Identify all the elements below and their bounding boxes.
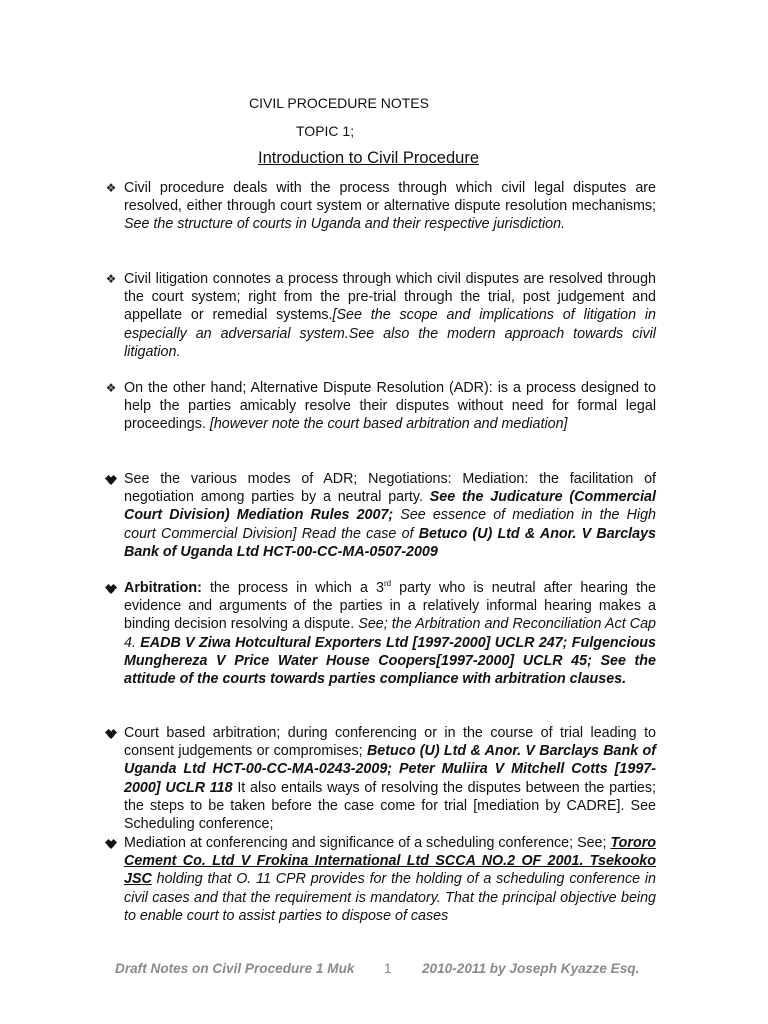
item-text: Court based arbitration; during conferencing or in the course of trial leading to consent judgements or compromises; bbox=[124, 725, 656, 760]
case-citation: EADB V Ziwa Hotcultural Exporters Ltd [1997-2000] UCLR 247; Fulgencious Munghereza V Price Water House Coopers[1997-2000] UCLR 45; See the attitude of the courts towards parties compliance with arbitration clauses. bbox=[124, 634, 656, 688]
list-item-6 bbox=[124, 724, 656, 833]
case-citation: Betuco (U) Ltd & Anor. V Barclays Bank of Uganda Ltd HCT-00-CC-MA-0243-2009; Peter Muliira V Mitchell Cotts [1997-2000] UCLR 118 bbox=[124, 743, 656, 796]
page-number: 1 bbox=[384, 961, 392, 976]
item-text: Civil procedure deals with the process through which civil legal disputes are resolved, either through court system or alternative dispute resolution mechanisms; bbox=[124, 180, 656, 215]
filled-diamond-bullet-icon bbox=[103, 470, 119, 488]
footer-left-text: Draft Notes on Civil Procedure 1 Muk bbox=[115, 961, 355, 976]
topic-heading: TOPIC 1; bbox=[296, 123, 355, 139]
ordinal-suffix: rd bbox=[383, 579, 392, 589]
list-item-4 bbox=[124, 470, 656, 561]
item-italic-note: See the structure of courts in Uganda and their respective jurisdiction. bbox=[124, 216, 566, 233]
diamond-bullet-icon: ❖ bbox=[105, 380, 117, 395]
item-text: party who is neutral after hearing the evidence and arguments of the parties in a relatively informal hearing makes a binding decision resolving a dispute. bbox=[124, 580, 656, 633]
case-citation: See the Judicature (Commercial Court Division) Mediation Rules 2007; bbox=[124, 489, 656, 524]
item-italic-note: holding that O. 11 CPR provides for the holding of a scheduling conference in civil cases and that the requirement is mandatory. That the principal objective being to enable court to assist parties to dispose of cases bbox=[124, 871, 656, 924]
filled-diamond-bullet-icon bbox=[103, 579, 119, 597]
list-item-1 bbox=[105, 179, 656, 234]
diamond-bullet-icon: ❖ bbox=[105, 271, 117, 286]
item-italic-note: [See the scope and implications of litigation in especially an adversarial system.See also the modern approach towards civil litigation. bbox=[124, 307, 657, 360]
case-citation: Betuco (U) Ltd & Anor. V Barclays Bank of Uganda Ltd HCT-00-CC-MA-0507-2009 bbox=[124, 525, 656, 560]
list-item-7 bbox=[124, 834, 656, 925]
list-item-2 bbox=[105, 270, 657, 361]
list-item-5 bbox=[124, 579, 656, 688]
item-text: It also entails ways of resolving the disputes between the parties; the steps to be taken before the case come for trial [mediation by CADRE]. See Scheduling conference; bbox=[124, 779, 656, 833]
case-citation: Tororo Cement Co. Ltd V Frokina International Ltd SCCA NO.2 OF 2001. Tsekooko JSC bbox=[124, 835, 656, 888]
item-italic-note: See essence of mediation in the High court Commercial Division] Read the case of bbox=[124, 507, 656, 542]
filled-diamond-bullet-icon bbox=[103, 724, 119, 742]
item-text: Mediation at conferencing and significance of a scheduling conference; See; bbox=[124, 835, 611, 851]
item-text: See the various modes of ADR; Negotiations: Mediation: the facilitation of negotiation among parties by a neutral party. bbox=[124, 471, 656, 506]
diamond-bullet-icon: ❖ bbox=[105, 180, 117, 195]
item-lead-term: Arbitration: bbox=[124, 580, 202, 596]
page-title: Introduction to Civil Procedure bbox=[257, 149, 480, 167]
item-italic-note: [however note the court based arbitration and mediation] bbox=[209, 416, 568, 433]
item-text: Civil litigation connotes a process through which civil disputes are resolved through the court system; right from the pre-trial through the trial, post judgement and appellate or remedial systems. bbox=[124, 271, 656, 324]
item-text: On the other hand; Alternative Dispute Resolution (ADR): is a process designed to help the parties amicably resolve their disputes without need for formal legal proceedings. bbox=[124, 380, 656, 433]
item-text: the process in which a 3 bbox=[201, 580, 384, 596]
item-italic-note: See; the Arbitration and Reconciliation Act Cap 4. bbox=[124, 616, 656, 651]
list-item-3 bbox=[105, 379, 656, 434]
filled-diamond-bullet-icon bbox=[103, 834, 119, 852]
notes-heading: CIVIL PROCEDURE NOTES bbox=[249, 95, 429, 111]
footer-right-text: 2010-2011 by Joseph Kyazze Esq. bbox=[422, 961, 640, 976]
